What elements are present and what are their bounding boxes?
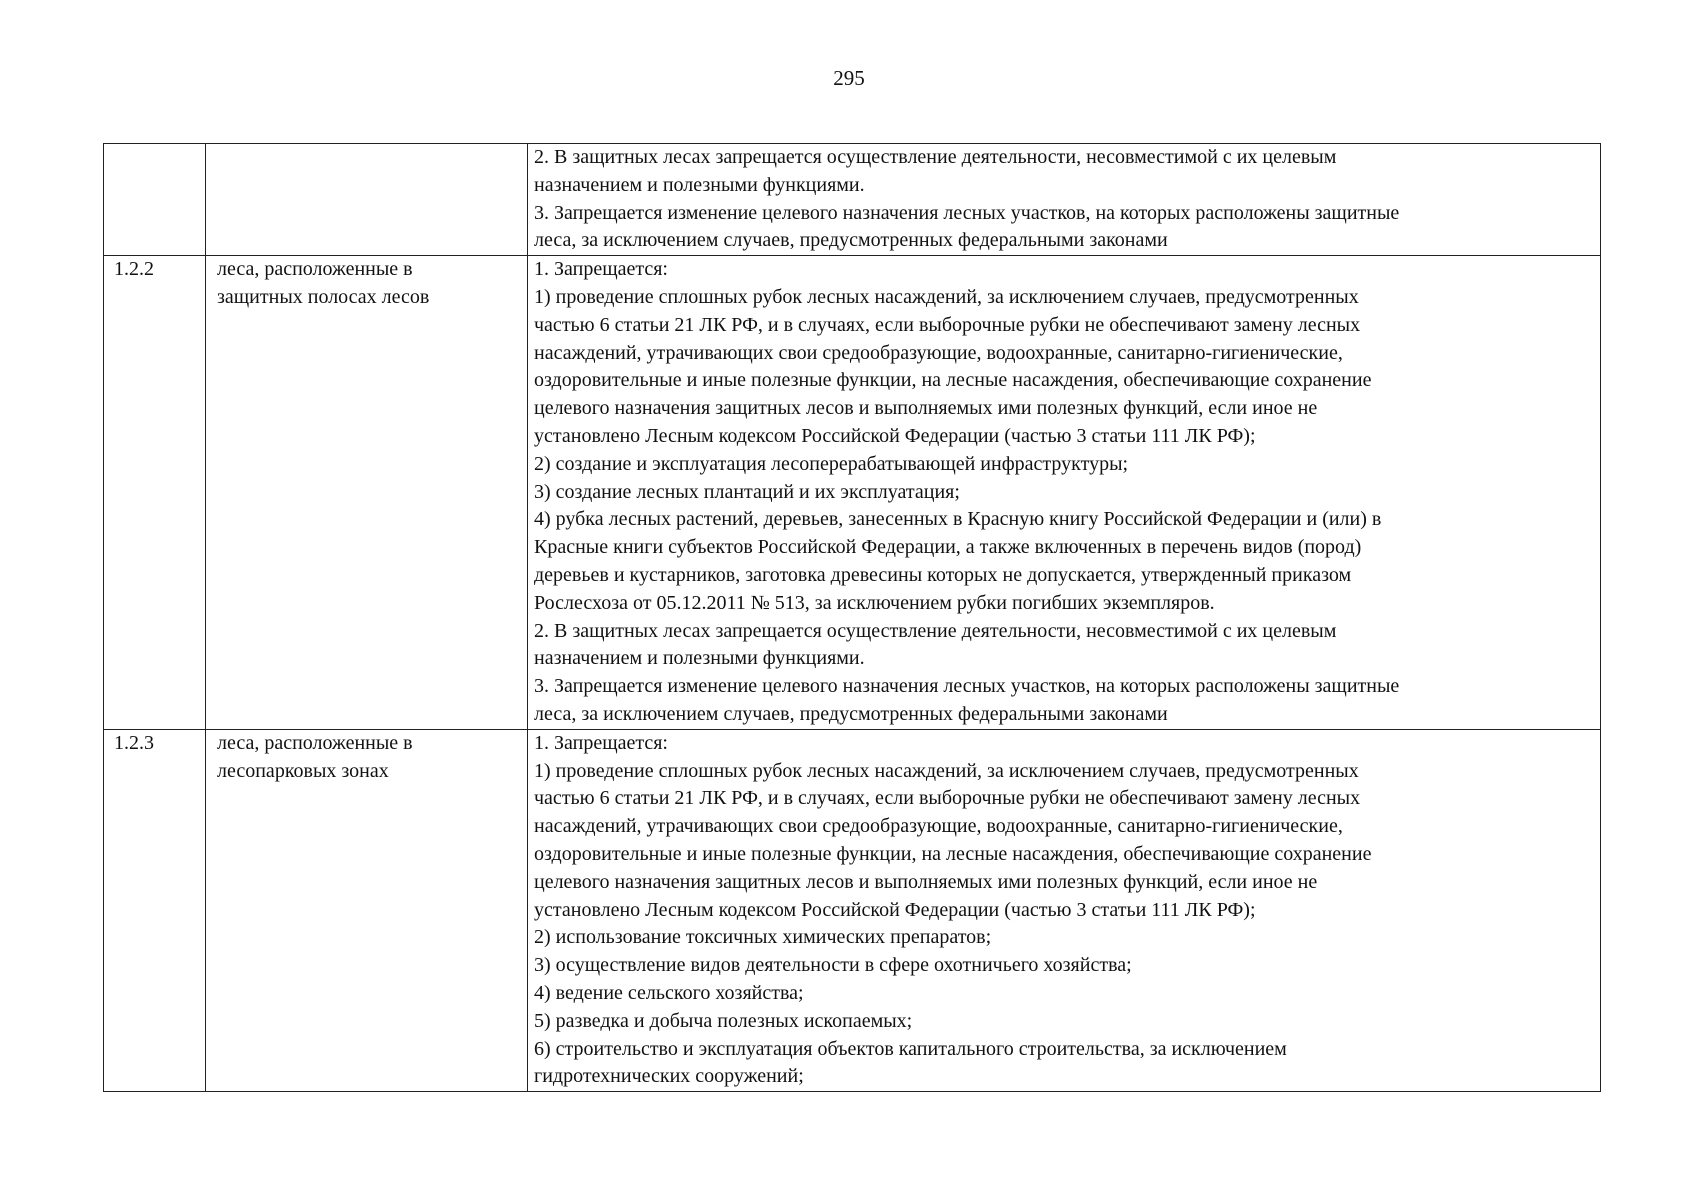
restriction-line: насаждений, утрачивающих свои средообразующие, водоохранные, санитарно-гигиенические, xyxy=(534,341,1343,364)
restriction-line: 3. Запрещается изменение целевого назначения лесных участков, на которых расположены защитные xyxy=(534,201,1400,224)
restrictions-cell xyxy=(528,256,1601,730)
table-row xyxy=(104,256,1601,730)
forest-category-line: защитных полосах лесов xyxy=(217,285,430,308)
restriction-line: 3. Запрещается изменение целевого назначения лесных участков, на которых расположены защитные xyxy=(534,675,1400,698)
restriction-line: установлено Лесным кодексом Российской Федерации (частью 3 статьи 111 ЛК РФ); xyxy=(534,424,1256,447)
forest-category-line: леса, расположенные в xyxy=(217,258,413,281)
restriction-line: леса, за исключением случаев, предусмотренных федеральными законами xyxy=(534,702,1168,725)
restriction-line: 1) проведение сплошных рубок лесных насаждений, за исключением случаев, предусмотренных xyxy=(534,759,1359,782)
restriction-line: установлено Лесным кодексом Российской Федерации (частью 3 статьи 111 ЛК РФ); xyxy=(534,898,1256,921)
restriction-line: 3) создание лесных плантаций и их эксплуатация; xyxy=(534,480,960,503)
forest-category-line: лесопарковых зонах xyxy=(217,759,389,782)
restriction-line: 2. В защитных лесах запрещается осуществление деятельности, несовместимой с их целевым xyxy=(534,619,1337,642)
restriction-line: 6) строительство и эксплуатация объектов капитального строительства, за исключением xyxy=(534,1037,1287,1060)
restriction-line: целевого назначения защитных лесов и выполняемых ими полезных функций, если иное не xyxy=(534,870,1318,893)
restriction-line: 3) осуществление видов деятельности в сфере охотничьего хозяйства; xyxy=(534,954,1132,977)
row-number-cell xyxy=(104,256,206,730)
forest-category-line: леса, расположенные в xyxy=(217,731,413,754)
restriction-line: насаждений, утрачивающих свои средообразующие, водоохранные, санитарно-гигиенические, xyxy=(534,815,1343,838)
restrictions-cell xyxy=(528,144,1601,256)
table-row xyxy=(104,729,1601,1091)
restriction-line: 2) использование токсичных химических препаратов; xyxy=(534,926,992,949)
restriction-line: деревьев и кустарников, заготовка древесины которых не допускается, утвержденный приказом xyxy=(534,563,1352,586)
table-row xyxy=(104,144,1601,256)
restriction-line: леса, за исключением случаев, предусмотренных федеральными законами xyxy=(534,229,1168,252)
restriction-line: Рослесхоза от 05.12.2011 № 513, за исключением рубки погибших экземпляров. xyxy=(534,591,1215,614)
restrictions-cell xyxy=(528,729,1601,1091)
restriction-line: 1) проведение сплошных рубок лесных насаждений, за исключением случаев, предусмотренных xyxy=(534,285,1359,308)
restriction-line: 2) создание и эксплуатация лесоперерабатывающей инфраструктуры; xyxy=(534,452,1129,475)
restriction-line: 2. В защитных лесах запрещается осуществление деятельности, несовместимой с их целевым xyxy=(534,146,1337,168)
restriction-line: частью 6 статьи 21 ЛК РФ, и в случаях, если выборочные рубки не обеспечивают замену лесных xyxy=(534,787,1361,810)
page-number: 295 xyxy=(833,66,865,90)
restriction-line: назначением и полезными функциями. xyxy=(534,647,865,670)
forest-category-cell xyxy=(206,144,528,256)
row-number-cell xyxy=(104,144,206,256)
restriction-line: целевого назначения защитных лесов и выполняемых ими полезных функций, если иное не xyxy=(534,397,1318,420)
restriction-line: 4) рубка лесных растений, деревьев, занесенных в Красную книгу Российской Федерации и (или) в xyxy=(534,508,1382,531)
restriction-line: оздоровительные и иные полезные функции, на лесные насаждения, обеспечивающие сохранение xyxy=(534,369,1372,392)
restriction-line: оздоровительные и иные полезные функции, на лесные насаждения, обеспечивающие сохранение xyxy=(534,842,1372,865)
row-number: 1.2.2 xyxy=(114,258,154,281)
restriction-line: 4) ведение сельского хозяйства; xyxy=(534,981,804,1004)
restriction-line: 1. Запрещается: xyxy=(534,258,668,281)
restriction-line: назначением и полезными функциями. xyxy=(534,173,865,196)
restriction-line: частью 6 статьи 21 ЛК РФ, и в случаях, если выборочные рубки не обеспечивают замену лесных xyxy=(534,313,1361,336)
regulations-table xyxy=(103,143,1601,1092)
restriction-line: 5) разведка и добыча полезных ископаемых; xyxy=(534,1009,913,1032)
forest-category-cell xyxy=(206,729,528,1091)
forest-category-cell xyxy=(206,256,528,730)
restriction-line: Красные книги субъектов Российской Федерации, а также включенных в перечень видов (пород) xyxy=(534,536,1362,559)
row-number: 1.2.3 xyxy=(114,731,154,754)
table-body xyxy=(104,144,1601,1092)
restriction-line: 1. Запрещается: xyxy=(534,731,668,754)
restriction-line: гидротехнических сооружений; xyxy=(534,1065,804,1088)
row-number-cell xyxy=(104,729,206,1091)
